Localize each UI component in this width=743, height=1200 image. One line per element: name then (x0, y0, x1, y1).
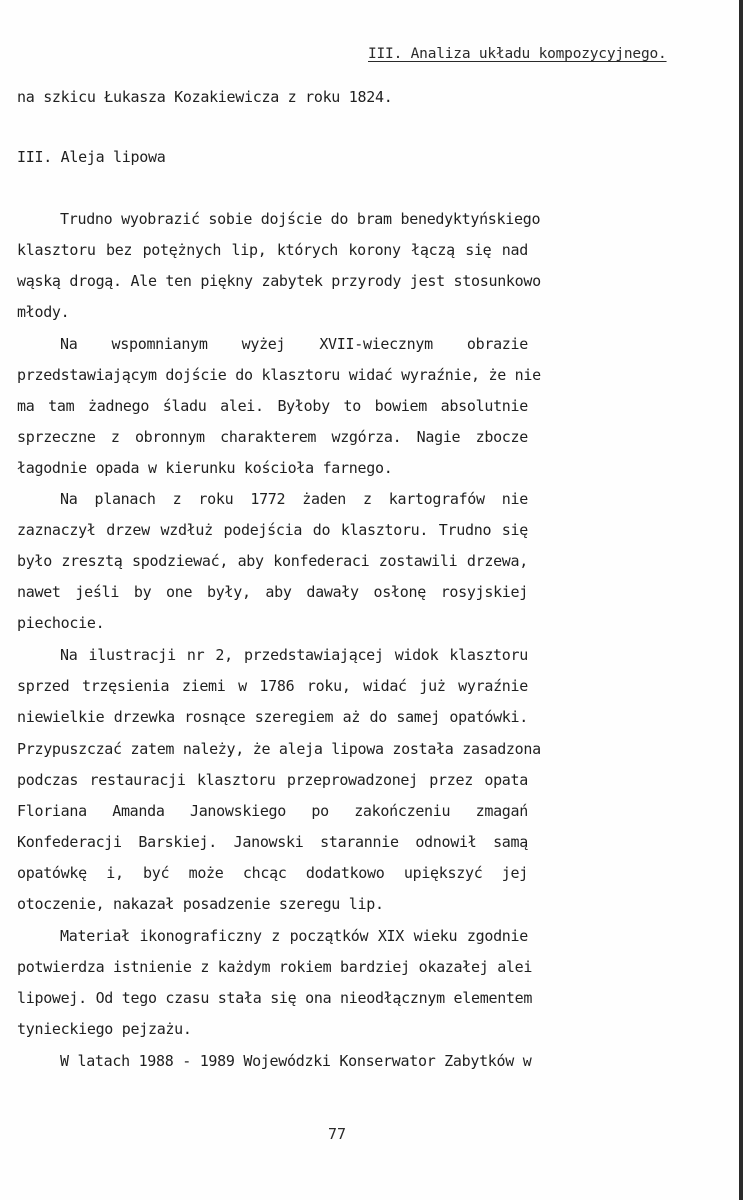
text-line: Konfederacji Barskiej. Janowski starannie odnowił samą (17, 833, 528, 851)
page-number: 77 (328, 1125, 347, 1143)
text-line: opatówkę i, być może chcąc dodatkowo upiększyć jej (17, 864, 528, 882)
text-line: Na planach z roku 1772 żaden z kartografów nie (60, 490, 528, 508)
text-line: otoczenie, nakazał posadzenie szeregu lip. (17, 895, 384, 913)
text-line: łagodnie opada w kierunku kościoła farnego. (17, 459, 393, 477)
text-line: młody. (17, 303, 70, 321)
text-line: potwierdza istnienie z każdym rokiem bardziej okazałej alei (17, 958, 533, 976)
text-line: było zresztą spodziewać, aby konfederaci zostawili drzewa, (17, 552, 528, 570)
text-line: nawet jeśli by one były, aby dawały osłonę rosyjskiej (17, 583, 528, 601)
text-line: tynieckiego pejzażu. (17, 1020, 192, 1038)
text-line: sprzeczne z obronnym charakterem wzgórza. Nagie zbocze (17, 428, 528, 446)
text-line: Na wspomnianym wyżej XVII-wiecznym obrazie (60, 335, 528, 353)
text-line: Na ilustracji nr 2, przedstawiającej widok klasztoru (60, 646, 528, 664)
text-line: klasztoru bez potężnych lip, których korony łączą się nad (17, 241, 528, 259)
text-line: sprzed trzęsienia ziemi w 1786 roku, widać już wyraźnie (17, 677, 528, 695)
text-line: zaznaczył drzew wzdłuż podejścia do klasztoru. Trudno się (17, 521, 528, 539)
section-heading: III. Aleja lipowa (17, 148, 166, 166)
text-line: Przypuszczać zatem należy, że aleja lipowa została zasadzona (17, 740, 541, 758)
text-line: ma tam żadnego śladu alei. Byłoby to bowiem absolutnie (17, 397, 528, 415)
text-line: lipowej. Od tego czasu stała się ona nieodłącznym elementem (17, 989, 533, 1007)
text-line: przedstawiającym dojście do klasztoru widać wyraźnie, że nie (17, 366, 541, 384)
text-line: wąską drogą. Ale ten piękny zabytek przyrody jest stosunkowo (17, 272, 541, 290)
text-line: Trudno wyobrazić sobie dojście do bram benedyktyńskiego (60, 210, 541, 228)
text-line: Floriana Amanda Janowskiego po zakończeniu zmagań (17, 802, 528, 820)
text-line: Materiał ikonograficzny z początków XIX wieku zgodnie (60, 927, 528, 945)
text-line: W latach 1988 - 1989 Wojewódzki Konserwator Zabytków w (60, 1052, 532, 1070)
scan-edge (739, 0, 743, 1200)
running-header: III. Analiza układu kompozycyjnego. (368, 46, 667, 62)
text-line: piechocie. (17, 614, 105, 632)
text-line: podczas restauracji klasztoru przeprowadzonej przez opata (17, 771, 528, 789)
text-line: niewielkie drzewka rosnące szeregiem aż do samej opatówki. (17, 708, 528, 726)
text-line: na szkicu Łukasza Kozakiewicza z roku 1824. (17, 88, 393, 106)
